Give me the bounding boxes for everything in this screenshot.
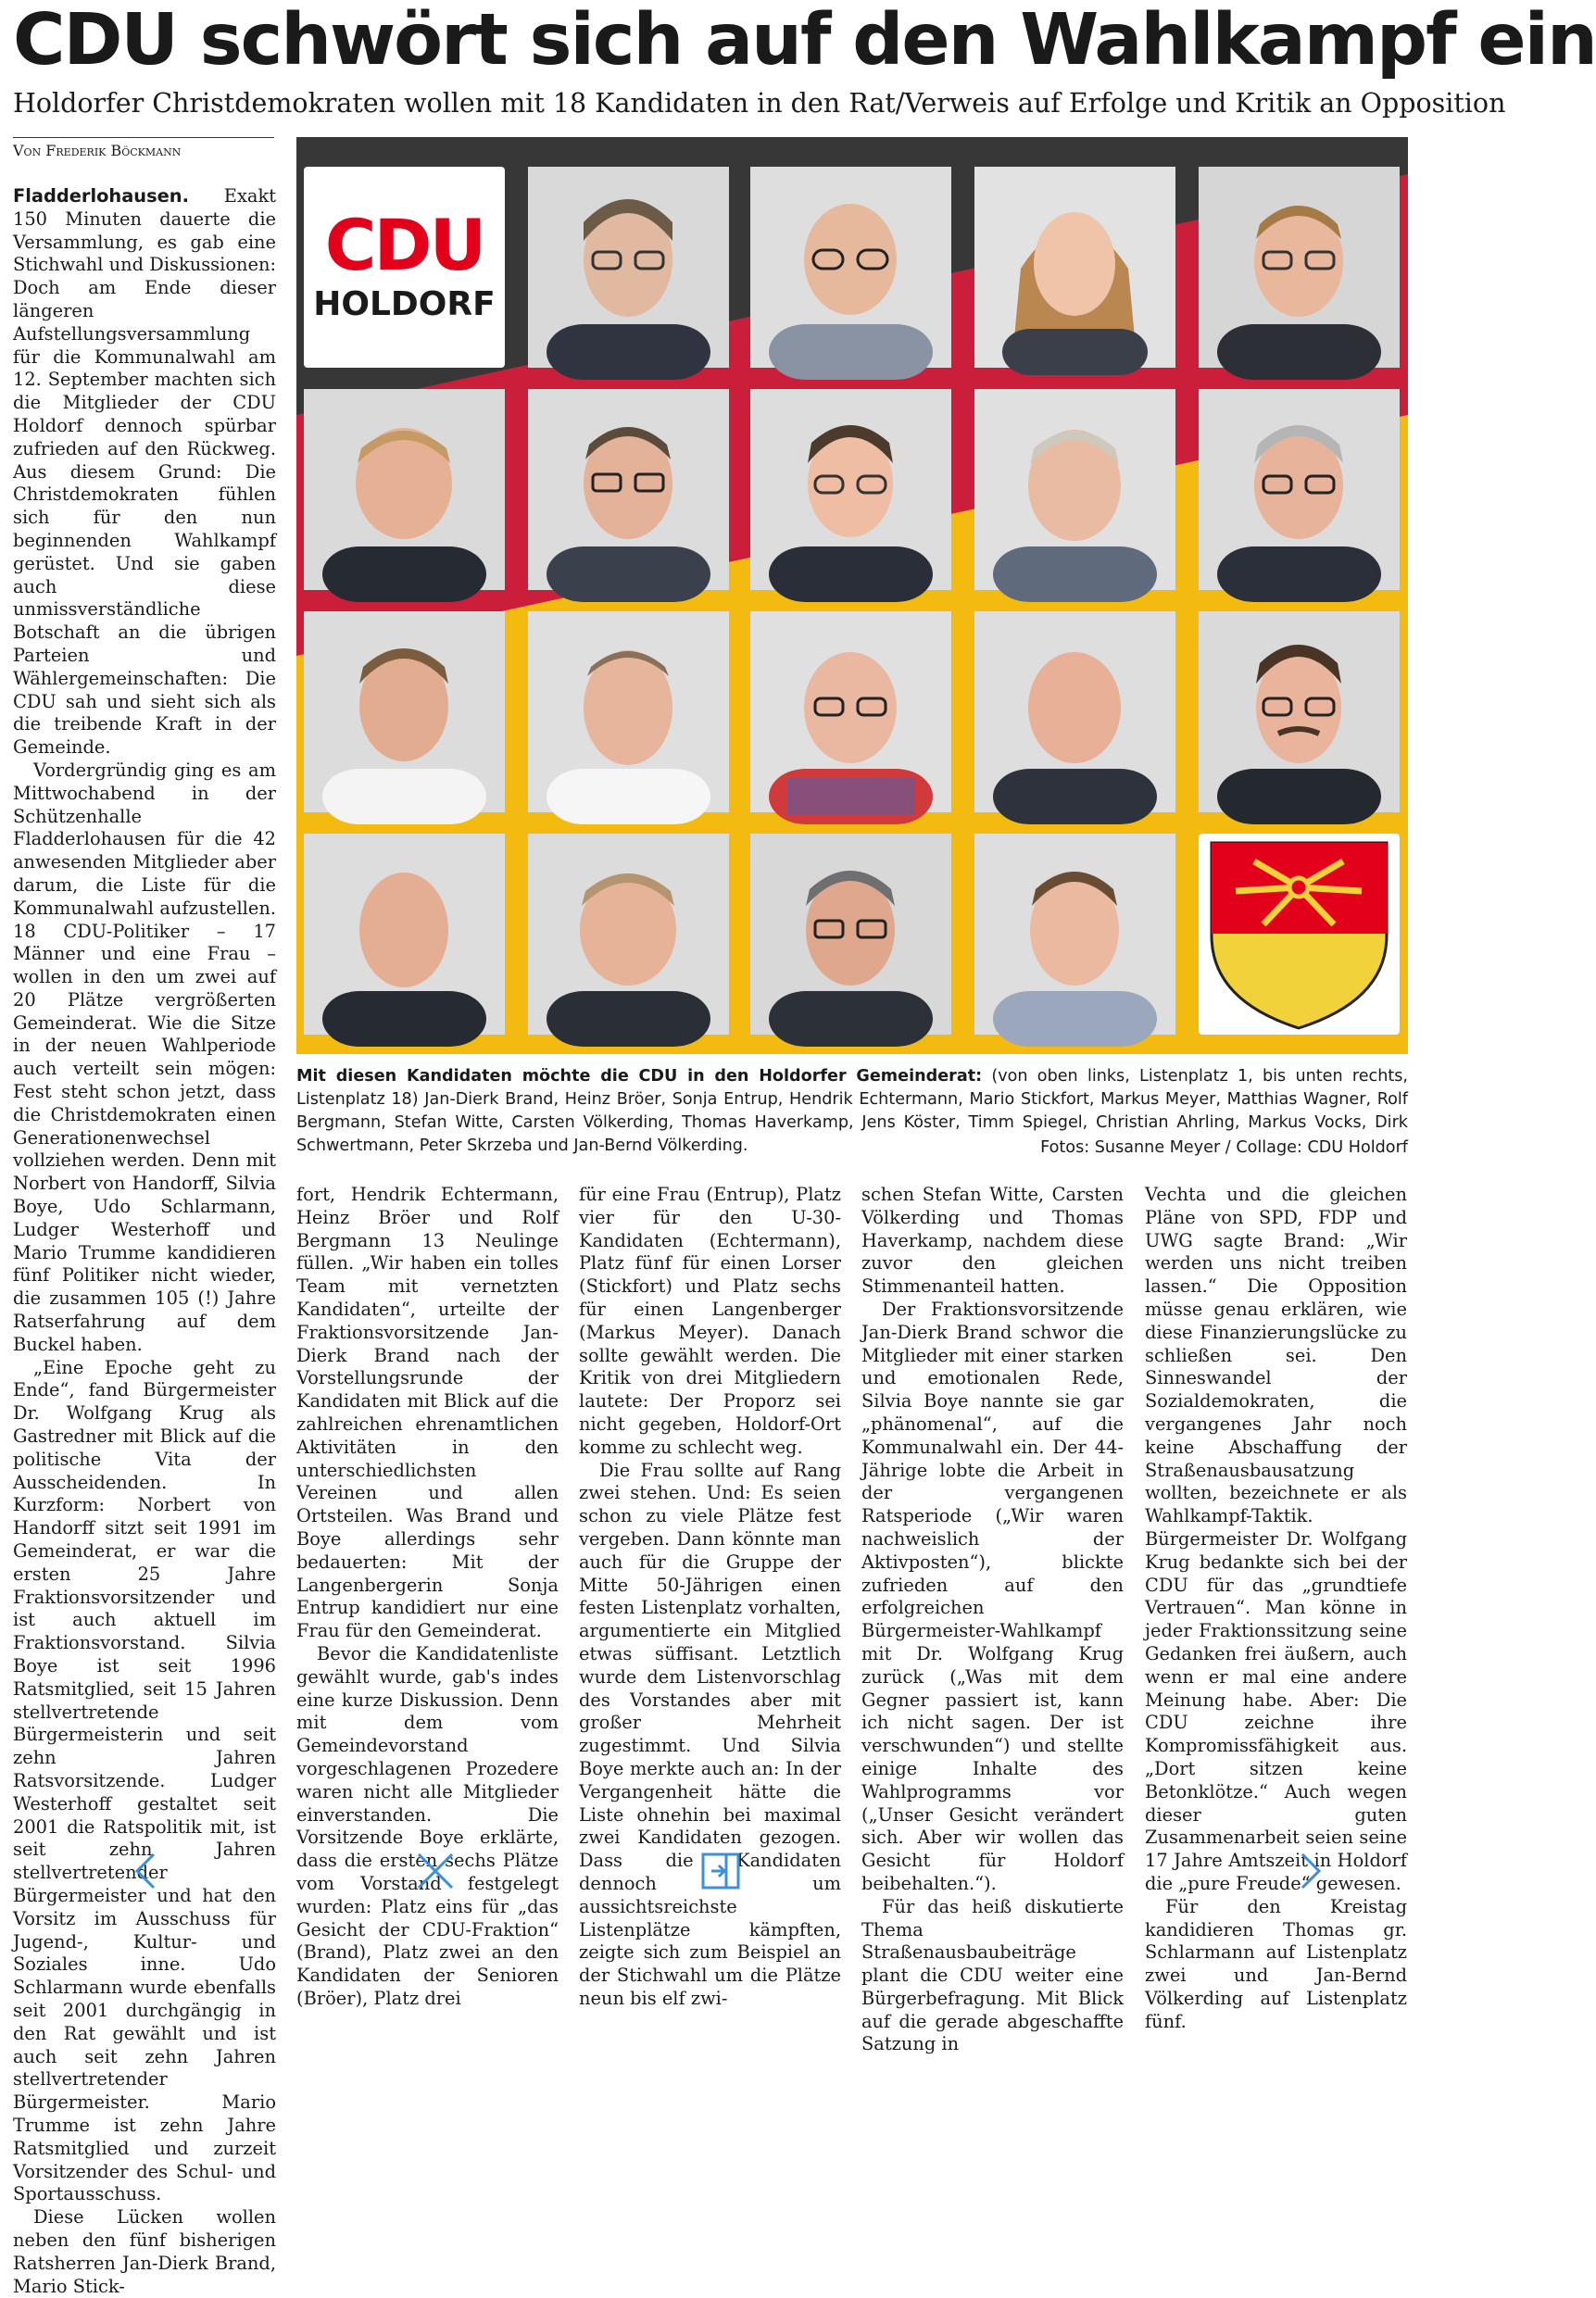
paragraph: Für den Kreistag kandidieren Thomas gr. Schlarmann auf Listenplatz zwei und Jan-Bernd Völkerding auf Listenplatz fünf. <box>1145 1895 1407 2032</box>
cdu-holdorf-logo <box>304 167 505 368</box>
chevron-right-icon[interactable] <box>1289 1851 1330 1891</box>
candidate-portrait <box>528 834 729 1035</box>
paragraph: Vordergründig ging es am Mittwochabend in der Schützenhalle Fladderlohausen für die 42 anwesenden Mitglieder aber darum, die Liste für die Kommunalwahl aufzustellen. 18 CDU-Politiker – 17 Männer und eine Frau – wollen in den um zwei auf 20 Plätze vergrößerten Gemeinderat. Wie die Sitze in der neuen Wahlperiode auch verteilt sein mögen: Fest steht schon jetzt, dass die Christdemokraten einen Generationenwechsel vollziehen werden. Denn mit Norbert von Handorff, Silvia Boye, Udo Schlarmann, Ludger Westerhoff und Mario Trumme kandidieren fünf Politiker nicht wieder, die zusammen 105 (!) Jahre Ratserfahrung auf dem Buckel haben. <box>13 759 276 1355</box>
candidate-portrait <box>750 834 951 1035</box>
logo-holdorf-text: HOLDORF <box>313 285 496 323</box>
candidate-portrait <box>974 167 1175 368</box>
candidate-portrait <box>974 834 1175 1035</box>
candidate-portrait <box>1199 611 1400 812</box>
holdorf-coat-of-arms <box>1199 834 1400 1035</box>
paragraph: Der Fraktionsvorsitzende Jan-Dierk Brand schwor die Mitglieder mit einer starken und emotionalen Rede, Silvia Boye nannte sie gar „phänomenal“, auf die Kommunalwahl ein. Der 44-Jährige lobte die Arbeit in der vergangenen Ratsperiode („Wir waren nachweislich der Aktivposten“), blickte zufrieden auf den erfolgreichen Bürgermeister-Wahlkampf mit Dr. Wolfgang Krug zurück („Was mit dem Gegner passiert ist, kann ich nicht sagen. Der ist verschwunden“) und stellte einige Inhalte des Wahlprogramms vor („Unser Gesicht verändert sich. Aber wir wollen das Gesicht für Holdorf beibehalten.“). <box>861 1298 1124 1894</box>
paragraph: fort, Hendrik Echtermann, Heinz Bröer und Rolf Bergmann 13 Neulinge füllen. „Wir haben ein tolles Team mit vernetzten Kandidaten“, urteilte der Fraktionsvorsitzende Jan-Dierk Brand nach der Vorstellungsrunde der Kandidaten mit Blick auf die zahlreichen ehrenamtlichen Aktivitäten in den unterschiedlichsten Vereinen und allen Ortsteilen. Was Brand und Boye allerdings sehr bedauerten: Mit der Langenbergerin Sonja Entrup kandidiert nur eine Frau für den Gemeinderat. <box>296 1184 559 1642</box>
paragraph-text: Exakt 150 Minuten dauerte die Versammlung, es gab eine Stichwahl und Diskussionen: Doch am Ende dieser längeren Aufstellungsversammlung für die Kommunalwahl am 12. September machten sich die Mitglieder der CDU Holdorf dennoch spürbar zufrieden auf den Rückweg. Aus diesem Grund: Die Christdemokraten fühlen sich für den nun beginnenden Wahlkampf gerüstet. Und sie gaben auch diese unmissverständliche Botschaft an die übrigen Parteien und Wählergemeinschaften: Die CDU sah und sieht sich als die treibende Kraft in der Gemeinde. <box>13 185 276 759</box>
paragraph: schen Stefan Witte, Carsten Völkerding und Thomas Haverkamp, nachdem diese zuvor den gleichen Stimmenanteil hatten. <box>861 1184 1124 1298</box>
caption-lead: Mit diesen Kandidaten möchte die CDU in den Holdorfer Gemeinderat: <box>296 1067 983 1086</box>
article-column-5 <box>1145 1184 1407 2033</box>
candidate-portrait <box>528 389 729 590</box>
paragraph: Vechta und die gleichen Pläne von SPD, FDP und UWG sagte Brand: „Wir werden uns nicht treiben lassen.“ Die Opposition müsse genau erklären, wie diese Finanzierungslücke zu schließen sei. Den Sinneswandel der Sozialdemokraten, die vergangenes Jahr noch keine Abschaffung der Straßenausbausatzung wollten, bezeichnete er als Wahlkampf-Taktik. Bürgermeister Dr. Wolfgang Krug bedankte sich bei der CDU für das „grundtiefe Vertrauen“. Man könne in jeder Fraktionssitzung seine Gedanken frei äußern, auch wenn er mal eine andere Meinung habe. Aber: Die CDU zeichne ihre Kompromissfähigkeit aus. „Dort sitzen keine Betonklötze.“ Auch wegen dieser guten Zusammenarbeit seien seine 17 Jahre Amtszeit in Holdorf die „pure Freude“ gewesen. <box>1145 1184 1407 1894</box>
paragraph: für eine Frau (Entrup), Platz vier für den U-30-Kandidaten (Echtermann), Platz fünf für einen Lorser (Stickfort) und Platz sechs für einen Langenberger (Markus Meyer). Danach sollte gewählt werden. Die Kritik von drei Mitgliedern lautete: Der Proporz sei nicht gegeben, Holdorf-Ort komme zu schlecht weg. <box>579 1184 841 1458</box>
candidate-portrait <box>528 611 729 812</box>
close-icon[interactable] <box>415 1851 456 1891</box>
paragraph: Bevor die Kandidatenliste gewählt wurde, gab's indes eine kurze Diskussion. Denn mit dem vom Gemeindevorstand vorgeschlagenen Prozedere waren nicht alle Mitglieder einverstanden. Die Vorsitzende Boye erklärte, dass die ersten sechs Plätze vom Vorstand festgelegt wurden: Platz eins für „das Gesicht der CDU-Fraktion“ (Brand), Platz zwei an den Kandidaten der Senioren (Bröer), Platz drei <box>296 1642 559 2009</box>
article-column-1 <box>13 185 276 2298</box>
candidate-portrait <box>750 611 951 812</box>
paragraph: Für das heiß diskutierte Thema Straßenausbaubeiträge plant die CDU weiter eine Bürgerbefragung. Mit Blick auf die gerade abgeschaffte Satzung in <box>861 1895 1124 2055</box>
candidate-portrait <box>1199 389 1400 590</box>
candidate-portrait <box>750 389 951 590</box>
dateline: Fladderlohausen. <box>13 185 189 207</box>
candidate-portrait <box>304 611 505 812</box>
paragraph: Diese Lücken wollen neben den fünf bisherigen Ratsherren Jan-Dierk Brand, Mario Stick- <box>13 2206 276 2297</box>
candidate-portrait <box>1199 167 1400 368</box>
paragraph: Die Frau sollte auf Rang zwei stehen. Und: Es seien schon zu viele Plätze fest vergeben. Dann könnte man auch für die Gruppe der Mitte 50-Jährigen einen festen Listenplatz vorhalten, argumentierte ein Mitglied etwas süffisant. Letztlich wurde dem Listenvorschlag des Vorstandes aber mit großer Mehrheit zugestimmt. Und Silvia Boye merkte auch an: In der Vergangenheit hätte die Liste ohnehin bei maximal zwei Kandidaten gezogen. Dass die Kandidaten dennoch um aussichtsreichste Listenplätze kämpften, zeigte sich zum Beispiel an der Stichwahl um die Plätze neun bis elf zwi- <box>579 1459 841 2009</box>
candidate-portrait <box>304 834 505 1035</box>
candidate-portrait <box>750 167 951 368</box>
reader-navigation-bar <box>0 1843 1423 1897</box>
chevron-left-icon[interactable] <box>126 1851 167 1891</box>
candidate-portrait <box>528 167 729 368</box>
subheadline: Holdorfer Christdemokraten wollen mit 18 Kandidaten in den Rat/Verweis auf Erfolge und Kritik an Opposition <box>13 88 1506 119</box>
article-column-4 <box>861 1184 1124 2056</box>
candidate-portrait <box>304 389 505 590</box>
logo-cdu-text: CDU <box>324 204 484 286</box>
candidate-portrait <box>974 611 1175 812</box>
photo-credit: Fotos: Susanne Meyer / Collage: CDU Holdorf <box>1040 1138 1408 1157</box>
paragraph <box>13 185 276 760</box>
byline: Von Frederik Böckmann <box>13 137 274 160</box>
headline: CDU schwört sich auf den Wahlkampf ein <box>13 0 1596 82</box>
caption-text: (von oben links, Listenplatz 1, bis unten rechts, Listenplatz 18) Jan-Dierk Brand, Heinz Bröer, Sonja Entrup, Hendrik Echtermann, Mario Stickfort, Markus Meyer, Matthias Wagner, Rolf Bergmann, Stefan Witte, Carsten Völkerding, Thomas Haverkamp, Jens Köster, Timm Spiegel, Christian Ahrling, Markus Vocks, Dirk Schwertmann, Peter Skrzeba und Jan-Bernd Völkerding. <box>296 1067 1408 1155</box>
exit-view-icon[interactable] <box>700 1851 741 1891</box>
candidate-portrait <box>974 389 1175 590</box>
paragraph: „Eine Epoche geht zu Ende“, fand Bürgermeister Dr. Wolfgang Krug als Gastredner mit Blick auf die politische Vita der Ausscheidenden. In Kurzform: Norbert von Handorff sitzt seit 1991 im Gemeinderat, er war die ersten 25 Jahre Fraktionsvorsitzender und ist auch aktuell im Fraktionsvorstand. Silvia Boye ist seit 1996 Ratsmitglied, seit 15 Jahren stellvertretende Bürgermeisterin und seit zehn Jahren Ratsvorsitzende. Ludger Westerhoff gestaltet seit 2001 die Ratspolitik mit, ist seit zehn Jahren stellvertretender Bürgermeister und hat den Vorsitz im Ausschuss für Jugend-, Kultur- und Soziales inne. Udo Schlarmann wurde ebenfalls seit 2001 durchgängig in den Rat gewählt und ist auch seit zehn Jahren stellvertretender Bürgermeister. Mario Trumme ist zehn Jahre Ratsmitglied und zurzeit Vorsitzender des Schul- und Sportausschuss. <box>13 1356 276 2205</box>
candidate-photo-collage <box>296 137 1408 1054</box>
